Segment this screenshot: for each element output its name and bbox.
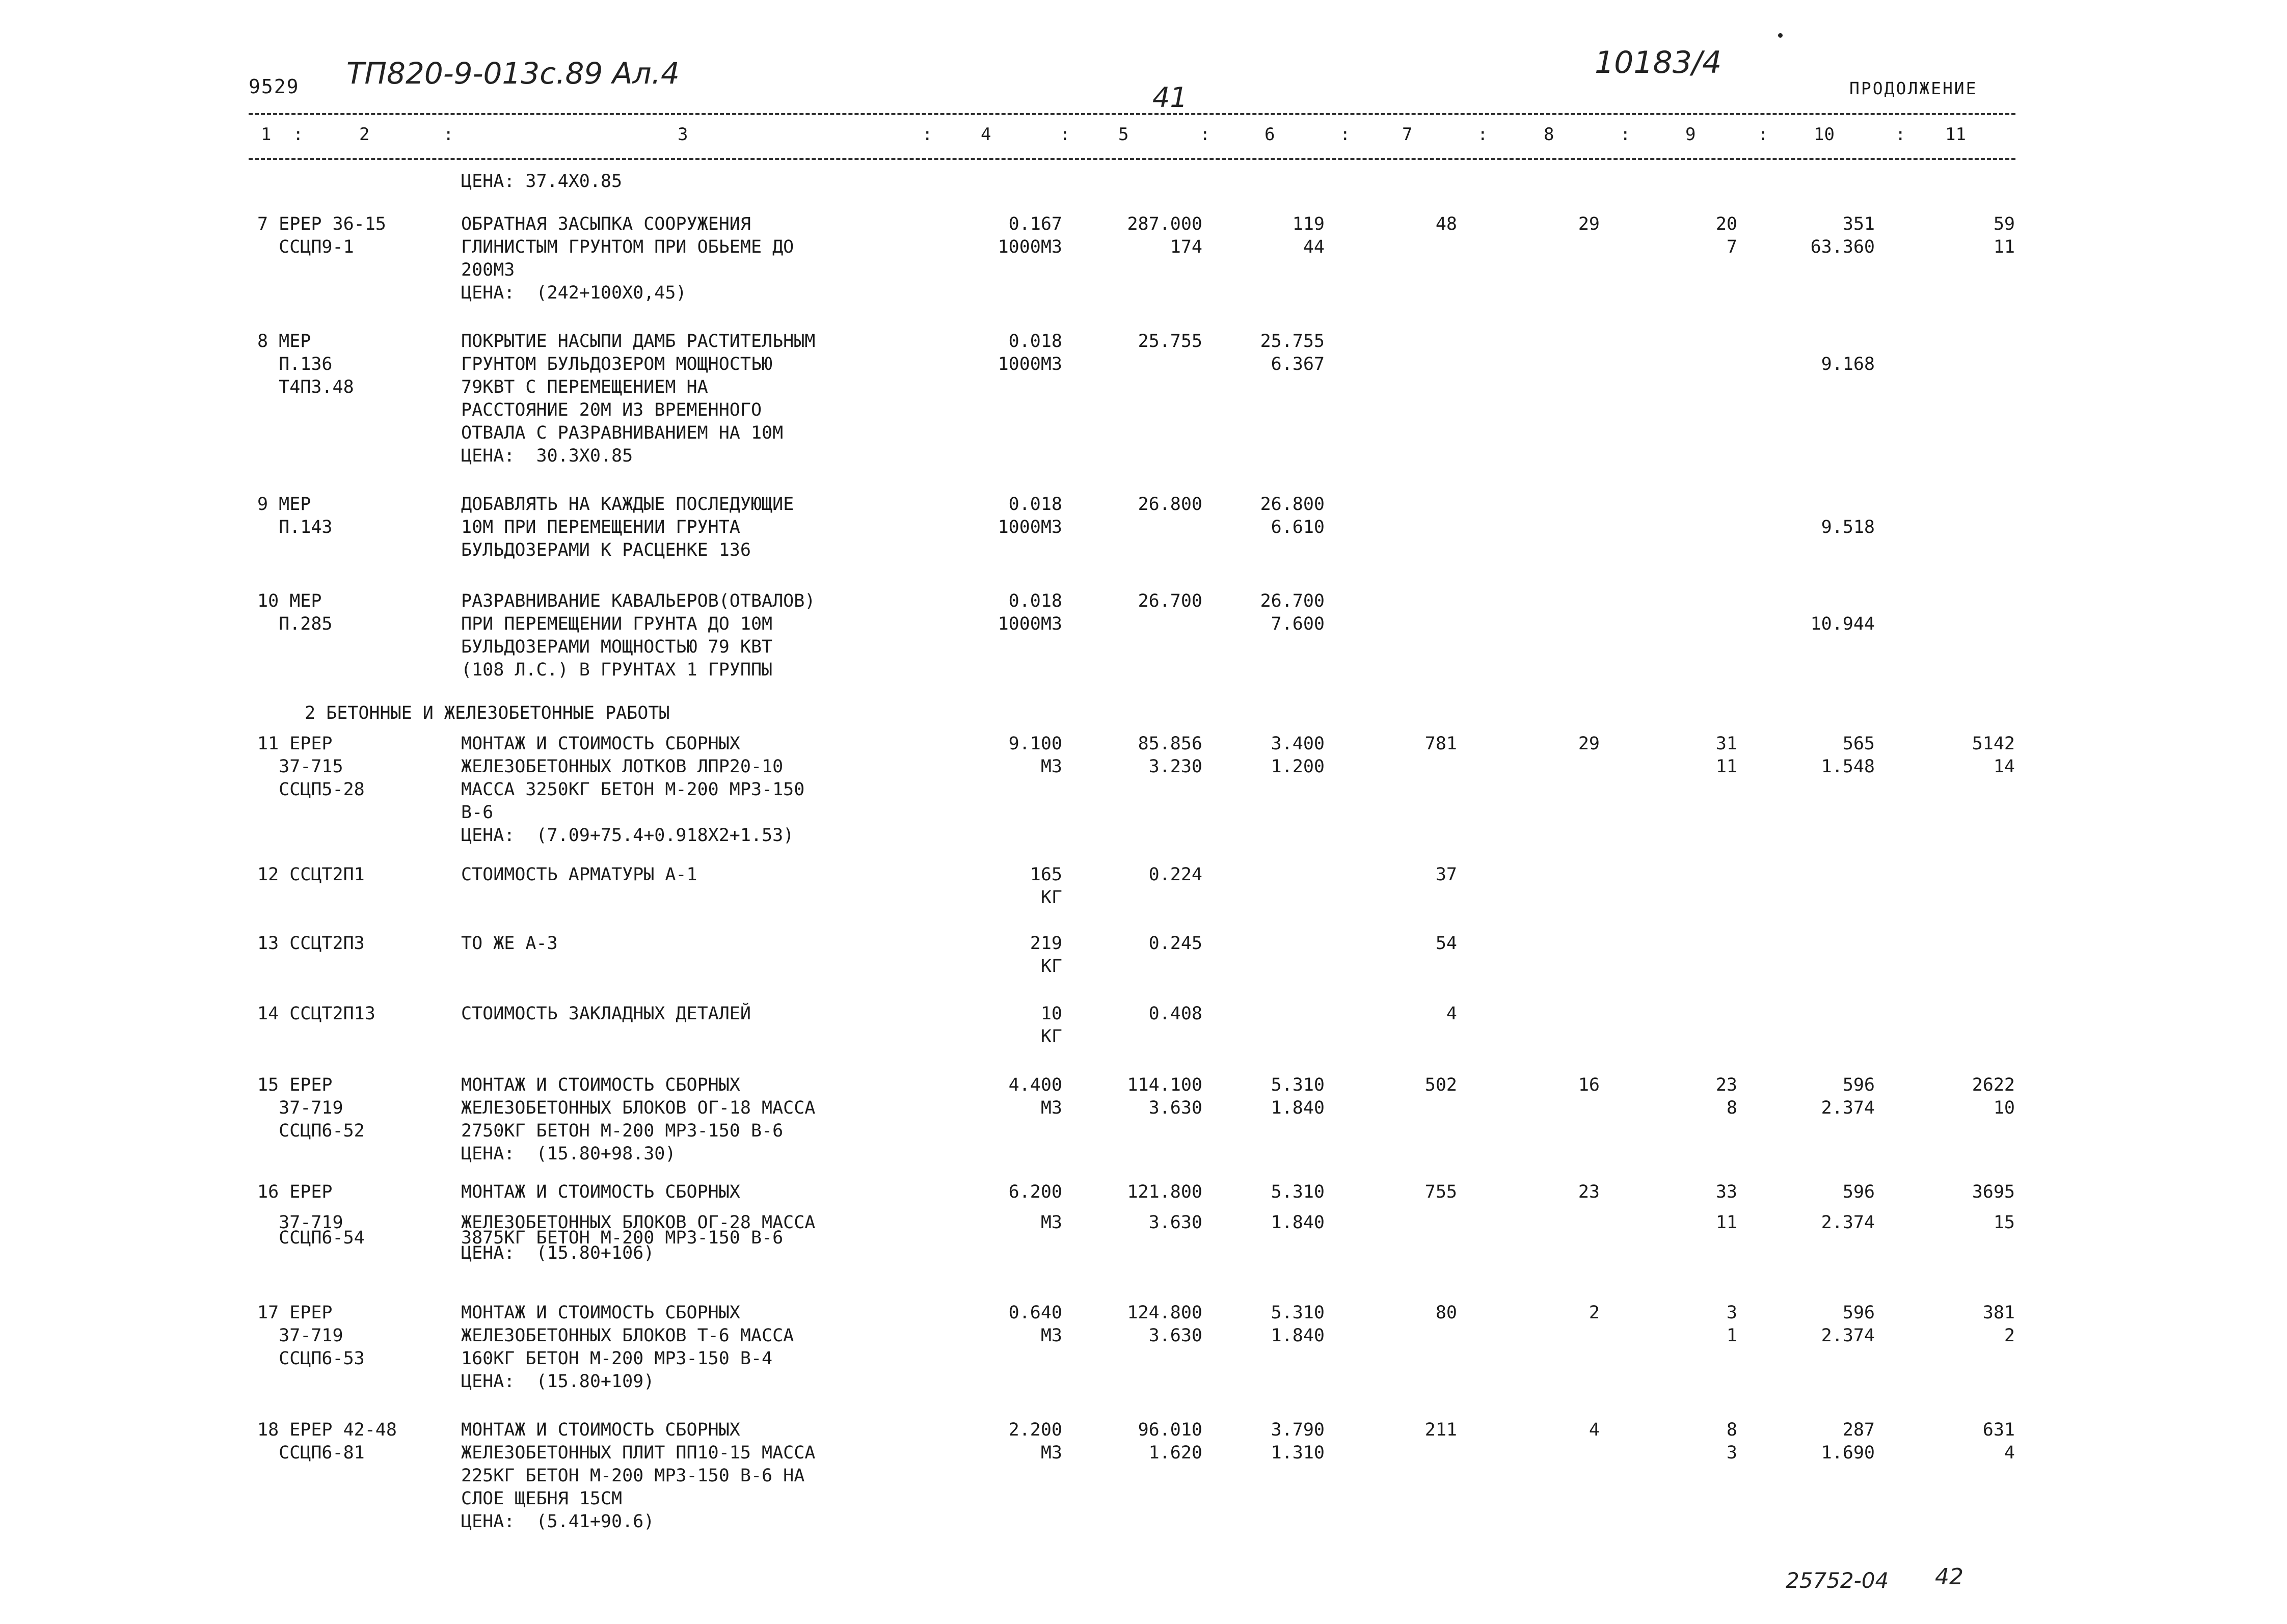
- row-col6: 5.310 1.840: [1271, 1182, 1325, 1233]
- row-col11: 59 11: [1993, 214, 2015, 257]
- col-separator: :: [922, 124, 933, 145]
- footer-page-number: 42: [1935, 1564, 1963, 1590]
- row-col8: 16: [1578, 1075, 1600, 1095]
- row-unit-cost: 26.700: [1138, 591, 1202, 611]
- row-code: 12 ССЦТ2П1: [257, 864, 365, 885]
- row-unit-cost: 124.800 3.630: [1127, 1303, 1202, 1346]
- row-description: МОНТАЖ И СТОИМОСТЬ СБОРНЫХ ЖЕЛЕЗОБЕТОННЫХ БЛОКОВ ОГ-28 МАССА 3875КГ БЕТОН М-200 МРЗ-150 В-6 ЦЕНА: (15.80+106): [461, 1182, 816, 1263]
- row-description: ДОБАВЛЯТЬ НА КАЖДЫЕ ПОСЛЕДУЮЩИЕ 10М ПРИ ПЕРЕМЕЩЕНИИ ГРУНТА БУЛЬДОЗЕРАМИ К РАСЦЕНКЕ 136: [461, 494, 794, 560]
- row-col9: 23 8: [1715, 1075, 1737, 1118]
- row-description: ТО ЖЕ А-3: [461, 933, 558, 954]
- row-col10: 596 2.374: [1821, 1303, 1875, 1346]
- col-header-7: 7: [1402, 124, 1413, 145]
- row-code: 17 ЕРЕР 37-719 ССЦП6-53: [257, 1303, 365, 1369]
- continuation-label: ПРОДОЛЖЕНИЕ: [1849, 78, 1978, 98]
- col-header-11: 11: [1945, 124, 1966, 145]
- row-col9: 31 11: [1715, 734, 1737, 777]
- col-separator: :: [1895, 124, 1906, 145]
- row-col6: 5.310 1.840: [1271, 1303, 1325, 1346]
- row-quantity: 219 КГ: [1030, 933, 1062, 977]
- row-description: МОНТАЖ И СТОИМОСТЬ СБОРНЫХ ЖЕЛЕЗОБЕТОННЫХ БЛОКОВ ОГ-18 МАССА 2750КГ БЕТОН М-200 МРЗ-150 В-6 ЦЕНА: (15.80+98.30): [461, 1075, 816, 1164]
- row-description: ОБРАТНАЯ ЗАСЫПКА СООРУЖЕНИЯ ГЛИНИСТЫМ ГРУНТОМ ПРИ ОБЬЕМЕ ДО 200М3 ЦЕНА: (242+100X0,45): [461, 214, 794, 303]
- row-col7: 48: [1435, 214, 1457, 234]
- row-code: 15 ЕРЕР 37-719 ССЦП6-52: [257, 1075, 365, 1141]
- row-description: МОНТАЖ И СТОИМОСТЬ СБОРНЫХ ЖЕЛЕЗОБЕТОННЫХ ПЛИТ ПП10-15 МАССА 225КГ БЕТОН М-200 МРЗ-150 В-6 НА СЛОЕ ЩЕБНЯ 15СМ ЦЕНА: (5.41+90.6): [461, 1420, 816, 1532]
- carryover-price: ЦЕНА: 37.4X0.85: [461, 171, 623, 192]
- row-col8: 29: [1578, 734, 1600, 754]
- row-col10: 596 2.374: [1821, 1182, 1875, 1233]
- row-col10: 9.168: [1821, 354, 1875, 374]
- row-col7: 502: [1424, 1075, 1457, 1095]
- col-separator: :: [1060, 124, 1070, 145]
- row-quantity: 0.018 1000М3: [998, 331, 1062, 374]
- row-code: 9 МЕР П.143: [257, 494, 333, 537]
- row-col6: 119 44: [1292, 214, 1325, 257]
- row-quantity: 4.400 М3: [1008, 1075, 1062, 1118]
- row-quantity: 0.167 1000М3: [998, 214, 1062, 257]
- col-separator: :: [443, 124, 454, 145]
- row-col10: 596 2.374: [1821, 1075, 1875, 1118]
- row-col8: 2: [1589, 1303, 1600, 1323]
- row-quantity: 0.018 1000М3: [998, 494, 1062, 537]
- header-top-rule: [249, 113, 2015, 115]
- row-code: 7 ЕРЕР 36-15 ССЦП9-1: [257, 214, 386, 257]
- row-col7: 211: [1424, 1420, 1457, 1440]
- row-unit-cost: 0.408: [1148, 1004, 1202, 1024]
- row-col8: 29: [1578, 214, 1600, 234]
- row-unit-cost: 287.000 174: [1127, 214, 1202, 257]
- row-code: 16 ЕРЕР 37-719 ССЦП6-54: [257, 1182, 365, 1248]
- row-col7: 54: [1435, 933, 1457, 954]
- row-quantity: 0.018 1000М3: [998, 591, 1062, 634]
- row-quantity: 9.100 М3: [1008, 734, 1062, 777]
- row-col6: 26.800 6.610: [1260, 494, 1325, 537]
- row-col7: 4: [1446, 1004, 1457, 1024]
- row-col9: 8 3: [1726, 1420, 1737, 1463]
- row-unit-cost: 0.245: [1148, 933, 1202, 954]
- row-code: 8 МЕР П.136 Т4П3.48: [257, 331, 354, 397]
- row-quantity: 165 КГ: [1030, 864, 1062, 908]
- col-header-10: 10: [1814, 124, 1835, 145]
- row-col8: 4: [1589, 1420, 1600, 1440]
- row-col11: 381 2: [1982, 1303, 2015, 1346]
- row-col10: 10.944: [1810, 614, 1875, 634]
- col-separator: :: [293, 124, 304, 145]
- col-header-5: 5: [1118, 124, 1129, 145]
- row-col10: 9.518: [1821, 517, 1875, 537]
- row-quantity: 0.640 М3: [1008, 1303, 1062, 1346]
- row-description: МОНТАЖ И СТОИМОСТЬ СБОРНЫХ ЖЕЛЕЗОБЕТОННЫХ ЛОТКОВ ЛПР20-10 МАССА 3250КГ БЕТОН М-200 МРЗ-150 В-6 ЦЕНА: (7.09+75.4+0.918X2+1.53): [461, 734, 805, 846]
- col-header-2: 2: [359, 124, 370, 145]
- row-col10: 565 1.548: [1821, 734, 1875, 777]
- drawing-reference: ТП820-9-013с.89 Ал.4: [346, 56, 680, 91]
- section-title: 2 БЕТОННЫЕ И ЖЕЛЕЗОБЕТОННЫЕ РАБОТЫ: [305, 703, 670, 723]
- row-unit-cost: 96.010 1.620: [1138, 1420, 1202, 1463]
- col-header-3: 3: [678, 124, 688, 145]
- col-separator: :: [1340, 124, 1351, 145]
- row-col11: 631 4: [1982, 1420, 2015, 1463]
- document-number: 9529: [249, 75, 300, 98]
- row-col7: 37: [1435, 864, 1457, 885]
- row-unit-cost: 85.856 3.230: [1138, 734, 1202, 777]
- row-col9: 3 1: [1726, 1303, 1737, 1346]
- col-header-4: 4: [981, 124, 991, 145]
- col-separator: :: [1758, 124, 1768, 145]
- page-number: 41: [1152, 82, 1188, 114]
- row-col6: 25.755 6.367: [1260, 331, 1325, 374]
- row-description: ПОКРЫТИЕ НАСЫПИ ДАМБ РАСТИТЕЛЬНЫМ ГРУНТОМ БУЛЬДОЗЕРОМ МОЩНОСТЬЮ 79КВТ С ПЕРЕМЕЩЕНИЕМ НА РАССТОЯНИЕ 20М ИЗ ВРЕМЕННОГО ОТВАЛА С РАЗРАВНИВАНИЕМ НА 10М ЦЕНА: 30.3X0.85: [461, 331, 816, 466]
- row-col6: 26.700 7.600: [1260, 591, 1325, 634]
- col-header-6: 6: [1264, 124, 1275, 145]
- col-separator: :: [1477, 124, 1488, 145]
- row-code: 11 ЕРЕР 37-715 ССЦП5-28: [257, 734, 365, 800]
- row-col10: 287 1.690: [1821, 1420, 1875, 1463]
- row-col7: 80: [1435, 1303, 1457, 1323]
- header-bottom-rule: [249, 158, 2015, 160]
- row-description: СТОИМОСТЬ ЗАКЛАДНЫХ ДЕТАЛЕЙ: [461, 1004, 751, 1024]
- row-quantity: 6.200 М3: [1008, 1182, 1062, 1233]
- col-header-1: 1: [261, 124, 272, 145]
- row-col8: 23: [1578, 1182, 1600, 1202]
- row-unit-cost: 114.100 3.630: [1127, 1075, 1202, 1118]
- ink-dot: [1778, 33, 1783, 38]
- row-code: 18 ЕРЕР 42-48 ССЦП6-81: [257, 1420, 397, 1463]
- row-unit-cost: 121.800 3.630: [1127, 1182, 1202, 1233]
- row-col11: 5142 14: [1972, 734, 2015, 777]
- row-col7: 781: [1424, 734, 1457, 754]
- footer-code: 25752-04: [1786, 1568, 1889, 1593]
- row-col11: 3695 15: [1972, 1182, 2015, 1233]
- col-separator: :: [1620, 124, 1631, 145]
- row-col11: 2622 10: [1972, 1075, 2015, 1118]
- row-description: РАЗРАВНИВАНИЕ КАВАЛЬЕРОВ(ОТВАЛОВ) ПРИ ПЕРЕМЕЩЕНИИ ГРУНТА ДО 10М БУЛЬДОЗЕРАМИ МОЩНОСТЬЮ 79 КВТ (108 Л.С.) В ГРУНТАХ 1 ГРУППЫ: [461, 591, 816, 680]
- col-header-9: 9: [1685, 124, 1696, 145]
- row-code: 14 ССЦТ2П13: [257, 1004, 375, 1024]
- row-col9: 33 11: [1715, 1182, 1737, 1233]
- row-code: 13 ССЦТ2П3: [257, 933, 365, 954]
- row-col10: 351 63.360: [1810, 214, 1875, 257]
- col-separator: :: [1200, 124, 1210, 145]
- row-quantity: 2.200 М3: [1008, 1420, 1062, 1463]
- row-col6: 3.790 1.310: [1271, 1420, 1325, 1463]
- row-col9: 20 7: [1715, 214, 1737, 257]
- col-header-8: 8: [1544, 124, 1554, 145]
- row-col7: 755: [1424, 1182, 1457, 1202]
- row-description: СТОИМОСТЬ АРМАТУРЫ А-1: [461, 864, 697, 885]
- row-unit-cost: 25.755: [1138, 331, 1202, 351]
- row-col6: 5.310 1.840: [1271, 1075, 1325, 1118]
- row-col6: 3.400 1.200: [1271, 734, 1325, 777]
- row-unit-cost: 26.800: [1138, 494, 1202, 515]
- row-unit-cost: 0.224: [1148, 864, 1202, 885]
- inventory-number: 10183/4: [1595, 45, 1722, 80]
- row-description: МОНТАЖ И СТОИМОСТЬ СБОРНЫХ ЖЕЛЕЗОБЕТОННЫХ БЛОКОВ Т-6 МАССА 160КГ БЕТОН М-200 МРЗ-150 В-4 ЦЕНА: (15.80+109): [461, 1303, 794, 1392]
- row-quantity: 10 КГ: [1040, 1004, 1062, 1047]
- row-code: 10 МЕР П.285: [257, 591, 333, 634]
